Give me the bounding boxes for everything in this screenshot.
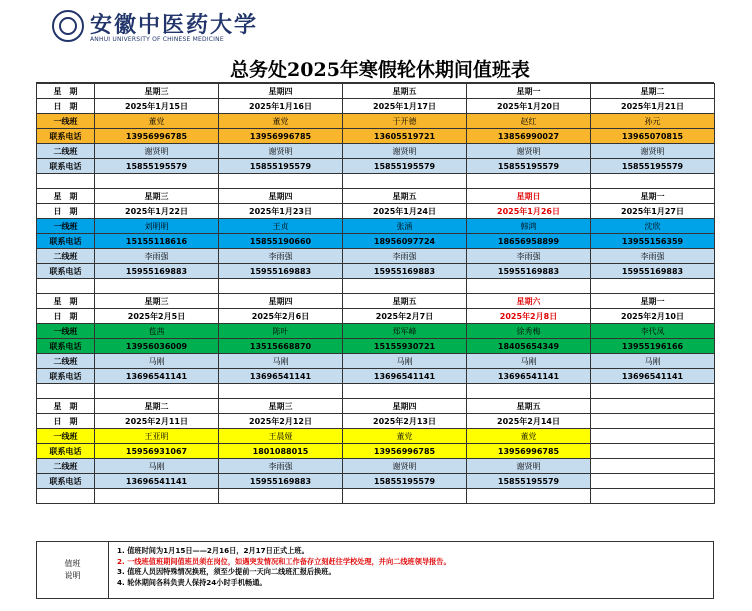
schedule-row-shift2: [37, 249, 715, 264]
row-label-phone1: 联系电话: [37, 234, 95, 249]
first-shift-cell: 徐秀梅: [467, 324, 591, 339]
university-logo: [52, 8, 312, 48]
second-shift-phone-cell: 15855195579: [591, 159, 715, 174]
schedule-row-phone2: [37, 159, 715, 174]
spacer-cell: [219, 174, 343, 189]
second-shift-cell: 李雨强: [343, 249, 467, 264]
schedule-row-shift2: [37, 354, 715, 369]
date-cell: 2025年1月23日: [219, 204, 343, 219]
second-shift-cell: 李雨强: [219, 249, 343, 264]
first-shift-cell: 董党: [467, 429, 591, 444]
date-cell: 2025年2月14日: [467, 414, 591, 429]
row-label-shift2: 二线班: [37, 354, 95, 369]
spacer-cell: [95, 279, 219, 294]
row-label-shift2: 二线班: [37, 249, 95, 264]
row-label-shift2: 二线班: [37, 144, 95, 159]
first-shift-phone-cell: 15155118616: [95, 234, 219, 249]
first-shift-cell: 孙元: [591, 114, 715, 129]
spacer-cell: [591, 174, 715, 189]
first-shift-phone-cell: 1801088015: [219, 444, 343, 459]
schedule-row-shift1: [37, 429, 715, 444]
row-label-shift1: 一线班: [37, 429, 95, 444]
block-spacer: [37, 384, 715, 399]
second-shift-phone-cell: 15855195579: [343, 474, 467, 489]
row-label-shift1: 一线班: [37, 324, 95, 339]
first-shift-cell: 张涵: [343, 219, 467, 234]
weekday-cell: 星期五: [467, 399, 591, 414]
row-label-phone1: 联系电话: [37, 129, 95, 144]
schedule-row-shift2: [37, 144, 715, 159]
schedule-row-dates: [37, 414, 715, 429]
first-shift-phone-cell: 13956996785: [467, 444, 591, 459]
row-label-phone2: 联系电话: [37, 474, 95, 489]
schedule-row-shift1: [37, 219, 715, 234]
date-cell: 2025年1月15日: [95, 99, 219, 114]
spacer-cell: [591, 279, 715, 294]
spacer-cell: [37, 384, 95, 399]
spacer-cell: [343, 489, 467, 504]
spacer-cell: [467, 174, 591, 189]
second-shift-phone-cell: 13696541141: [343, 369, 467, 384]
first-shift-cell: 王亚明: [95, 429, 219, 444]
schedule-row-weekdays: [37, 294, 715, 309]
first-shift-cell: 郑军峰: [343, 324, 467, 339]
second-shift-phone-cell: 15955169883: [591, 264, 715, 279]
date-cell: 2025年2月7日: [343, 309, 467, 324]
row-label-phone1: 联系电话: [37, 339, 95, 354]
spacer-cell: [591, 489, 715, 504]
second-shift-phone-cell: 15955169883: [95, 264, 219, 279]
second-shift-cell: 谢贤明: [467, 459, 591, 474]
weekday-cell: 星期三: [219, 399, 343, 414]
first-shift-cell: 董党: [343, 429, 467, 444]
notes-list: [117, 546, 709, 588]
schedule-row-shift1: [37, 114, 715, 129]
row-label-weekdays: 星 期: [37, 189, 95, 204]
spacer-cell: [343, 174, 467, 189]
duty-schedule-table: [36, 82, 714, 504]
notes-label: 值班 说明: [37, 542, 109, 598]
row-label-shift1: 一线班: [37, 114, 95, 129]
date-cell: 2025年2月12日: [219, 414, 343, 429]
second-shift-cell: [591, 459, 715, 474]
row-label-weekdays: 星 期: [37, 84, 95, 99]
date-cell: 2025年2月10日: [591, 309, 715, 324]
date-cell: 2025年1月16日: [219, 99, 343, 114]
schedule-row-phone2: [37, 264, 715, 279]
second-shift-cell: 马刚: [219, 354, 343, 369]
second-shift-cell: 马刚: [95, 354, 219, 369]
spacer-cell: [95, 489, 219, 504]
date-cell: 2025年1月27日: [591, 204, 715, 219]
date-cell: 2025年1月26日: [467, 204, 591, 219]
schedule-row-phone1: [37, 339, 715, 354]
second-shift-cell: 马刚: [591, 354, 715, 369]
second-shift-cell: 李雨强: [95, 249, 219, 264]
first-shift-cell: 董党: [95, 114, 219, 129]
weekday-cell: 星期日: [467, 189, 591, 204]
weekday-cell: 星期三: [95, 189, 219, 204]
second-shift-phone-cell: 13696541141: [95, 474, 219, 489]
spacer-cell: [467, 279, 591, 294]
date-cell: 2025年1月22日: [95, 204, 219, 219]
spacer-cell: [219, 489, 343, 504]
spacer-cell: [591, 384, 715, 399]
second-shift-cell: 谢贤明: [467, 144, 591, 159]
first-shift-phone-cell: 13956996785: [95, 129, 219, 144]
weekday-cell: 星期二: [95, 399, 219, 414]
second-shift-cell: 谢贤明: [219, 144, 343, 159]
first-shift-phone-cell: 18405654349: [467, 339, 591, 354]
schedule-row-phone2: [37, 474, 715, 489]
weekday-cell: 星期一: [591, 189, 715, 204]
spacer-cell: [95, 384, 219, 399]
weekday-cell: 星期四: [219, 189, 343, 204]
second-shift-cell: 李雨强: [219, 459, 343, 474]
row-label-dates: 日 期: [37, 309, 95, 324]
weekday-cell: 星期三: [95, 294, 219, 309]
second-shift-phone-cell: 15955169883: [343, 264, 467, 279]
second-shift-phone-cell: [591, 474, 715, 489]
first-shift-cell: 刘明明: [95, 219, 219, 234]
weekday-cell: 星期四: [219, 84, 343, 99]
weekday-cell: 星期五: [343, 294, 467, 309]
row-label-phone2: 联系电话: [37, 264, 95, 279]
row-label-dates: 日 期: [37, 204, 95, 219]
spacer-cell: [219, 384, 343, 399]
schedule-row-dates: [37, 99, 715, 114]
spacer-cell: [37, 174, 95, 189]
first-shift-cell: 董党: [219, 114, 343, 129]
row-label-weekdays: 星 期: [37, 399, 95, 414]
first-shift-phone-cell: 13955156359: [591, 234, 715, 249]
schedule-row-dates: [37, 309, 715, 324]
weekday-cell: 星期六: [467, 294, 591, 309]
weekday-cell: 星期五: [343, 84, 467, 99]
first-shift-phone-cell: 13515668870: [219, 339, 343, 354]
weekday-cell: 星期四: [343, 399, 467, 414]
first-shift-phone-cell: [591, 444, 715, 459]
second-shift-phone-cell: 13696541141: [591, 369, 715, 384]
second-shift-cell: 谢贤明: [343, 144, 467, 159]
first-shift-phone-cell: 13956996785: [219, 129, 343, 144]
row-label-phone2: 联系电话: [37, 369, 95, 384]
first-shift-cell: 韩鸿: [467, 219, 591, 234]
spacer-cell: [343, 384, 467, 399]
schedule-row-phone1: [37, 129, 715, 144]
spacer-cell: [219, 279, 343, 294]
schedule-row-weekdays: [37, 84, 715, 99]
date-cell: 2025年1月21日: [591, 99, 715, 114]
weekday-cell: 星期五: [343, 189, 467, 204]
block-spacer: [37, 174, 715, 189]
row-label-dates: 日 期: [37, 99, 95, 114]
note-item: 1. 值班时间为1月15日——2月16日，2月17日正式上班。: [117, 546, 309, 555]
date-cell: [591, 414, 715, 429]
date-cell: 2025年1月17日: [343, 99, 467, 114]
date-cell: 2025年2月13日: [343, 414, 467, 429]
first-shift-phone-cell: 13856990027: [467, 129, 591, 144]
first-shift-phone-cell: 15956931067: [95, 444, 219, 459]
second-shift-phone-cell: 15855195579: [467, 474, 591, 489]
second-shift-phone-cell: 15955169883: [219, 474, 343, 489]
first-shift-phone-cell: 18956097724: [343, 234, 467, 249]
spacer-cell: [37, 279, 95, 294]
weekday-cell: 星期三: [95, 84, 219, 99]
second-shift-cell: 李雨强: [591, 249, 715, 264]
first-shift-cell: 沈欣: [591, 219, 715, 234]
block-spacer: [37, 489, 715, 504]
first-shift-phone-cell: 15155930721: [343, 339, 467, 354]
page-title: 总务处2025年寒假轮休期间值班表: [230, 59, 530, 81]
schedule-row-dates: [37, 204, 715, 219]
note-item: 4. 轮休期间各科负责人保持24小时手机畅通。: [117, 577, 267, 587]
first-shift-phone-cell: 13956996785: [343, 444, 467, 459]
second-shift-cell: 李雨强: [467, 249, 591, 264]
first-shift-phone-cell: 13605519721: [343, 129, 467, 144]
first-shift-cell: 于开德: [343, 114, 467, 129]
second-shift-cell: 马刚: [343, 354, 467, 369]
first-shift-phone-cell: 13955196166: [591, 339, 715, 354]
second-shift-phone-cell: 13696541141: [95, 369, 219, 384]
spacer-cell: [95, 174, 219, 189]
spacer-cell: [467, 384, 591, 399]
second-shift-phone-cell: 15855195579: [95, 159, 219, 174]
second-shift-phone-cell: 13696541141: [467, 369, 591, 384]
second-shift-phone-cell: 15855195579: [343, 159, 467, 174]
weekday-cell: 星期一: [467, 84, 591, 99]
first-shift-phone-cell: 13956036009: [95, 339, 219, 354]
second-shift-cell: 马刚: [467, 354, 591, 369]
schedule-row-weekdays: [37, 189, 715, 204]
block-spacer: [37, 279, 715, 294]
schedule-row-shift2: [37, 459, 715, 474]
first-shift-cell: 陈叶: [219, 324, 343, 339]
first-shift-cell: [591, 429, 715, 444]
second-shift-phone-cell: 15855195579: [219, 159, 343, 174]
first-shift-phone-cell: 13965070815: [591, 129, 715, 144]
second-shift-cell: 谢贤明: [95, 144, 219, 159]
spacer-cell: [343, 279, 467, 294]
weekday-cell: [591, 399, 715, 414]
schedule-row-phone1: [37, 444, 715, 459]
spacer-cell: [37, 489, 95, 504]
date-cell: 2025年2月6日: [219, 309, 343, 324]
second-shift-cell: 谢贤明: [343, 459, 467, 474]
first-shift-cell: 李代凤: [591, 324, 715, 339]
row-label-phone2: 联系电话: [37, 159, 95, 174]
row-label-shift1: 一线班: [37, 219, 95, 234]
second-shift-phone-cell: 15855195579: [467, 159, 591, 174]
weekday-cell: 星期二: [591, 84, 715, 99]
duty-notes: [36, 541, 714, 599]
logo-english-name: ANHUI UNIVERSITY OF CHINESE MEDICINE: [90, 36, 224, 43]
schedule-row-shift1: [37, 324, 715, 339]
first-shift-phone-cell: 15855190660: [219, 234, 343, 249]
date-cell: 2025年2月11日: [95, 414, 219, 429]
date-cell: 2025年2月8日: [467, 309, 591, 324]
first-shift-cell: 王贞: [219, 219, 343, 234]
row-label-phone1: 联系电话: [37, 444, 95, 459]
schedule-row-weekdays: [37, 399, 715, 414]
logo-chinese-name: 安徽中医药大学: [90, 12, 259, 38]
second-shift-phone-cell: 13696541141: [219, 369, 343, 384]
seal-icon: [52, 10, 84, 42]
first-shift-cell: 王晨娅: [219, 429, 343, 444]
second-shift-phone-cell: 15955169883: [219, 264, 343, 279]
first-shift-cell: 苞茜: [95, 324, 219, 339]
first-shift-cell: 赵红: [467, 114, 591, 129]
schedule-row-phone2: [37, 369, 715, 384]
note-item: 2. 一线班值班期间值班员须在岗位，如遇突发情况和工作备存立刻赶往学校处理，并向二线班领导报告。: [117, 556, 451, 566]
second-shift-cell: 谢贤明: [591, 144, 715, 159]
schedule-row-phone1: [37, 234, 715, 249]
second-shift-cell: 马刚: [95, 459, 219, 474]
second-shift-phone-cell: 15955169883: [467, 264, 591, 279]
date-cell: 2025年1月24日: [343, 204, 467, 219]
row-label-weekdays: 星 期: [37, 294, 95, 309]
row-label-dates: 日 期: [37, 414, 95, 429]
date-cell: 2025年1月20日: [467, 99, 591, 114]
date-cell: 2025年2月5日: [95, 309, 219, 324]
weekday-cell: 星期四: [219, 294, 343, 309]
spacer-cell: [467, 489, 591, 504]
row-label-shift2: 二线班: [37, 459, 95, 474]
note-item: 3. 值班人员因特殊情况换班，须至少提前一天向二线班汇报后换班。: [117, 567, 336, 576]
weekday-cell: 星期一: [591, 294, 715, 309]
first-shift-phone-cell: 18656958899: [467, 234, 591, 249]
